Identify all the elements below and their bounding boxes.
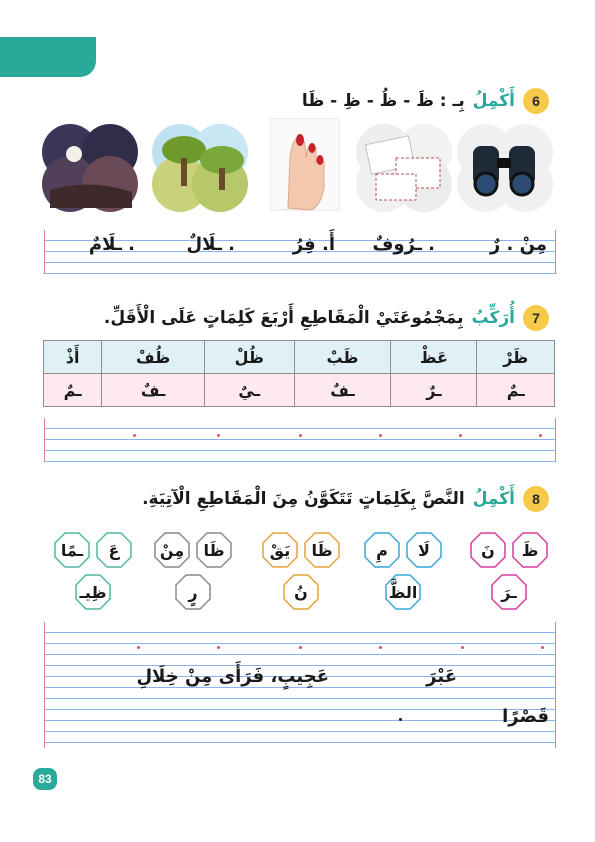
exercise6-number: 6 bbox=[523, 88, 549, 114]
line-dot bbox=[379, 434, 382, 437]
exercise7-writing-lines bbox=[44, 418, 556, 462]
exercise8-verb: أَكْمِلُ bbox=[472, 489, 515, 509]
envelopes-picture bbox=[354, 118, 454, 214]
page-number: 83 bbox=[33, 768, 57, 790]
syllable-octagon: ظَ bbox=[512, 532, 548, 568]
text-line1-right: عَبْرَ bbox=[426, 666, 457, 687]
line-dot bbox=[461, 646, 464, 649]
line-dot bbox=[217, 646, 220, 649]
word-2: . ـرُوفٌ bbox=[372, 234, 435, 255]
syllable-octagon: رٍ bbox=[175, 574, 211, 610]
syllable-octagon: عَ bbox=[96, 532, 132, 568]
syllable-cell: ظَرْ bbox=[477, 341, 555, 374]
syllable-table bbox=[43, 340, 555, 407]
exercise6-writing-lines bbox=[44, 230, 556, 274]
syllable-octagon: يَقْ bbox=[262, 532, 298, 568]
exercise8-number: 8 bbox=[523, 486, 549, 512]
line-dot bbox=[379, 646, 382, 649]
trees-picture bbox=[150, 118, 250, 214]
word-4: . ـلَالٌ bbox=[186, 234, 235, 255]
exercise6-instruction: بِـ : ظَ - ظُ - ظِ - ظَا bbox=[301, 91, 465, 111]
syllable-cell: ـمٌ bbox=[477, 374, 555, 407]
exercise7-title bbox=[104, 305, 549, 331]
line-dot bbox=[299, 434, 302, 437]
syllable-cell: ـيٌ bbox=[204, 374, 294, 407]
syllable-octagon: مِ bbox=[364, 532, 400, 568]
exercise8-instruction: النَّصَّ بِكَلِمَاتٍ تَتَكَوَّنُ مِنَ الْمَقَاطِعِ الْآتِيَةِ. bbox=[142, 489, 465, 509]
text-line1-left: عَجِيبٍ، فَرَأَى مِنْ خِلَالِ bbox=[136, 666, 329, 687]
text-line2-right: قَصْرًا bbox=[502, 706, 549, 727]
syllable-row-1 bbox=[44, 341, 555, 374]
syllable-cell: ـمٌ bbox=[44, 374, 102, 407]
syllable-octagon: نَ bbox=[470, 532, 506, 568]
binoculars-picture bbox=[455, 118, 555, 214]
syllable-octagon: ـرَ bbox=[491, 574, 527, 610]
syllable-cell: ظُفْ bbox=[102, 341, 205, 374]
word-1: مِنْ . رٌ bbox=[489, 234, 547, 255]
chapter-tab bbox=[0, 37, 96, 77]
syllable-octagon: ظِيـ bbox=[75, 574, 111, 610]
syllable-octagon: ظَا bbox=[196, 532, 232, 568]
exercise6-pictures bbox=[40, 118, 555, 214]
syllable-octagon: الظَّ bbox=[385, 574, 421, 610]
syllable-cell: عَظْ bbox=[391, 341, 477, 374]
exercise7-verb: أُرَكِّبُ bbox=[471, 308, 515, 328]
line-dot bbox=[459, 434, 462, 437]
line-dot bbox=[133, 434, 136, 437]
syllable-row-2 bbox=[44, 374, 555, 407]
syllable-cell: أَذْ bbox=[44, 341, 102, 374]
line-dot bbox=[217, 434, 220, 437]
blank-dot bbox=[399, 718, 402, 721]
exercise8-title bbox=[142, 486, 549, 512]
syllable-cell: ـفٌ bbox=[294, 374, 391, 407]
exercise7-instruction: بِمَجْمُوعَتَيْ الْمَقَاطِعِ أَرْبَعَ كَلِمَاتٍ عَلَى الْأَقَلِّ. bbox=[103, 308, 464, 328]
syllable-octagon: ظَا bbox=[304, 532, 340, 568]
exercise6-title bbox=[302, 88, 549, 114]
syllable-cell: ظَبْ bbox=[294, 341, 391, 374]
line-dot bbox=[539, 434, 542, 437]
exercise8-writing-lines bbox=[44, 622, 556, 748]
syllable-octagon: لَا bbox=[406, 532, 442, 568]
syllable-groups bbox=[0, 526, 595, 616]
line-dot bbox=[541, 646, 544, 649]
exercise6-verb: أَكْمِلُ bbox=[472, 91, 515, 111]
line-dot bbox=[137, 646, 140, 649]
syllable-cell: ـفٌ bbox=[102, 374, 205, 407]
word-3: أَ. فِرُ bbox=[292, 234, 335, 255]
nails-picture bbox=[270, 118, 340, 214]
exercise7-number: 7 bbox=[523, 305, 549, 331]
syllable-octagon: ـمًا bbox=[54, 532, 90, 568]
night-moon-picture bbox=[40, 118, 140, 214]
word-5: . ـلَامٌ bbox=[88, 234, 135, 255]
syllable-octagon: مِنْ bbox=[154, 532, 190, 568]
syllable-cell: ظُلْ bbox=[204, 341, 294, 374]
syllable-cell: ـرٌ bbox=[391, 374, 477, 407]
syllable-octagon: نُ bbox=[283, 574, 319, 610]
line-dot bbox=[299, 646, 302, 649]
